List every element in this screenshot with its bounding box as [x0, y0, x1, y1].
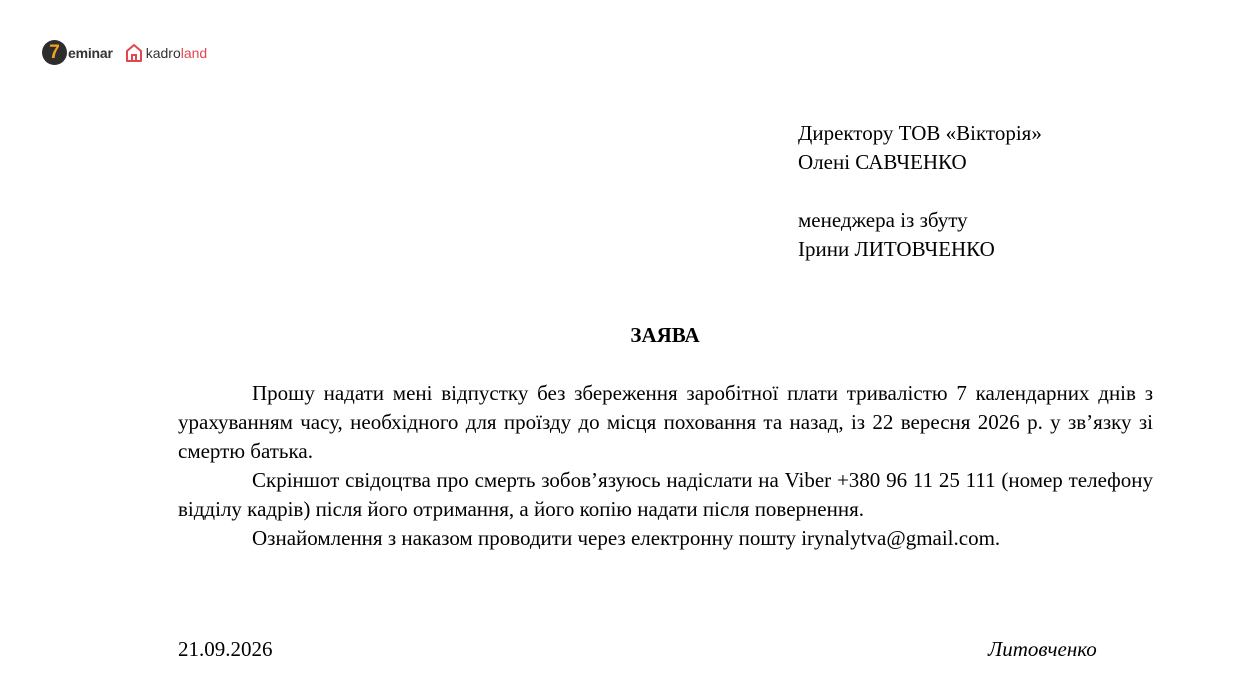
house-icon [125, 43, 143, 63]
document-title: ЗАЯВА [630, 323, 700, 347]
sender-name: Ірини ЛИТОВЧЕНКО [798, 237, 995, 261]
sender-position: менеджера із збуту [798, 208, 968, 232]
seminar-logo [42, 40, 113, 65]
signature: Литовченко [988, 637, 1097, 661]
addressee-block [798, 119, 1042, 264]
addressee-spacer [798, 177, 1042, 206]
kadroland-logo-text-accent: land [180, 44, 208, 61]
body-paragraph-notification: Ознайомлення з наказом проводити через електронну пошту irynalytva@gmail.com. [252, 526, 1001, 550]
document-body [178, 379, 1153, 553]
seminar-logo-text: eminar [68, 44, 113, 61]
addressee-director: Директору ТОВ «Вікторія» [798, 121, 1042, 145]
seminar-logo-mark: 7 [42, 40, 67, 65]
document-date: 21.09.2026 [178, 637, 273, 661]
addressee-director-name: Олені САВЧЕНКО [798, 150, 967, 174]
body-paragraph-certificate: Скріншот свідоцтва про смерть зобов’язуюсь надіслати на Viber +380 96 11 25 111 (номер телефону відділу кадрів) після його отримання, а його копію надати після повернення. [178, 468, 1153, 521]
body-paragraph-request: Прошу надати мені відпустку без збереження заробітної плати тривалістю 7 календарних днів з урахуванням часу, необхідного для проїзду до місця поховання та назад, із 22 вересня 2026 р. у зв’язку зі смертю батька. [178, 381, 1153, 463]
kadroland-logo-text [146, 45, 208, 61]
header-logos [42, 40, 207, 65]
kadroland-logo [125, 43, 208, 63]
kadroland-logo-text-main: kadro [145, 44, 181, 61]
